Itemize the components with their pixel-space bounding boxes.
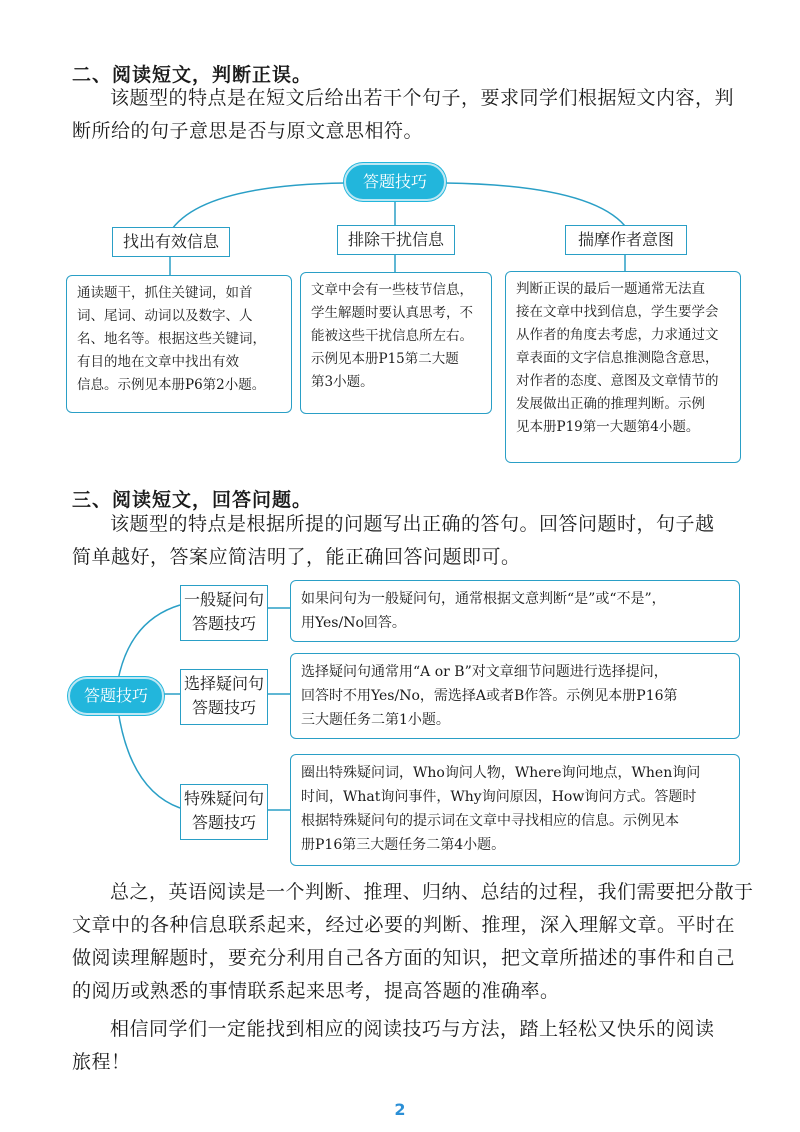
- branch-label-wh: [180, 784, 268, 840]
- label-line: 答题技巧: [191, 698, 256, 717]
- intro-line: 该题型的特点是根据所提的问题写出正确的答句。回答问题时，句子越: [110, 513, 715, 535]
- text-line: 学生解题时要认真思考，不: [311, 305, 473, 321]
- closing-paragraph: [72, 1013, 752, 1079]
- section-2-heading: 二、阅读短文，判断正误。: [72, 64, 313, 86]
- info-box-wh: [290, 754, 740, 866]
- text-line: 信息。示例见本册P6第2小题。: [77, 377, 266, 393]
- text-line: 三大题任务二第1小题。: [301, 712, 450, 728]
- text-line: 发展做出正确的推理判断。示例: [516, 396, 705, 412]
- body-line: 的阅历或熟悉的事情联系起来思考，提高答题的准确率。: [72, 980, 560, 1002]
- label-line: 选择疑问句: [183, 674, 264, 693]
- text-line: 章表面的文字信息推测隐含意思，: [516, 350, 719, 366]
- intro-line: 简单越好，答案应简洁明了，能正确回答问题即可。: [72, 546, 521, 568]
- text-line: 有目的地在文章中找出有效: [77, 354, 239, 370]
- section-2-root-node: 答题技巧: [344, 163, 446, 201]
- text-line: 时间，What询问事件，Why询问原因，How询问方式。答题时: [301, 789, 697, 805]
- page-number: 2: [394, 1100, 406, 1119]
- body-line: 相信同学们一定能找到相应的阅读技巧与方法，踏上轻松又快乐的阅读: [110, 1018, 715, 1040]
- section-3-intro: [72, 508, 752, 574]
- body-line: 做阅读理解题时，要充分利用自己各方面的知识，把文章所描述的事件和自己: [72, 947, 736, 969]
- text-line: 词、尾词、动词以及数字、人: [77, 308, 253, 324]
- text-line: 示例见本册P15第二大题: [311, 351, 459, 367]
- info-box-find-info: [66, 275, 292, 413]
- branch-label-yes-no: [180, 585, 268, 641]
- info-box-yes-no: [290, 580, 740, 642]
- text-line: 文章中会有一些枝节信息，: [311, 282, 473, 298]
- text-line: 如果问句为一般疑问句，通常根据文意判断“是”或“不是”，: [301, 591, 666, 607]
- text-line: 回答时不用Yes/No，需选择A或者B作答。示例见本册P16第: [301, 688, 678, 704]
- text-line: 能被这些干扰信息所左右。: [311, 328, 473, 344]
- text-line: 从作者的角度去考虑，力求通过文: [516, 327, 719, 343]
- text-line: 对作者的态度、意图及文章情节的: [516, 373, 719, 389]
- text-line: 见本册P19第一大题第4小题。: [516, 419, 700, 435]
- intro-line: 断所给的句子意思是否与原文意思相符。: [72, 120, 424, 142]
- text-line: 判断正误的最后一题通常无法直: [516, 281, 705, 297]
- branch-label-choice: [180, 669, 268, 725]
- text-line: 选择疑问句通常用“A or B”对文章细节问题进行选择提问，: [301, 664, 668, 680]
- body-line: 旅程！: [72, 1051, 131, 1073]
- branch-label-find-info: 找出有效信息: [112, 227, 230, 257]
- section-3-root-node: 答题技巧: [68, 677, 164, 715]
- label-line: 特殊疑问句: [183, 789, 264, 808]
- section-3-heading: 三、阅读短文，回答问题。: [72, 489, 313, 511]
- info-box-exclude-info: [300, 272, 492, 414]
- text-line: 接在文章中找到信息，学生要学会: [516, 304, 719, 320]
- body-line: 总之，英语阅读是一个判断、推理、归纳、总结的过程，我们需要把分散于: [110, 881, 754, 903]
- conclusion-paragraph: [72, 876, 752, 1008]
- text-line: 通读题干，抓住关键词，如首: [77, 285, 253, 301]
- branch-label-author-intent: 揣摩作者意图: [565, 225, 687, 255]
- text-line: 圈出特殊疑问词，Who询问人物，Where询问地点，When询问: [301, 765, 701, 781]
- text-line: 用Yes/No回答。: [301, 615, 406, 631]
- label-line: 一般疑问句: [183, 590, 264, 609]
- section-2-intro: [72, 82, 752, 148]
- label-line: 答题技巧: [191, 614, 256, 633]
- info-box-choice: [290, 653, 740, 739]
- text-line: 册P16第三大题任务二第4小题。: [301, 837, 506, 853]
- info-box-author-intent: [505, 271, 741, 463]
- label-line: 答题技巧: [191, 813, 256, 832]
- branch-label-exclude-info: 排除干扰信息: [337, 225, 455, 255]
- intro-line: 该题型的特点是在短文后给出若干个句子，要求同学们根据短文内容，判: [110, 87, 735, 109]
- text-line: 名、地名等。根据这些关键词，: [77, 331, 266, 347]
- text-line: 第3小题。: [311, 374, 374, 390]
- body-line: 文章中的各种信息联系起来，经过必要的判断、推理，深入理解文章。平时在: [72, 914, 736, 936]
- text-line: 根据特殊疑问句的提示词在文章中寻找相应的信息。示例见本: [301, 813, 679, 829]
